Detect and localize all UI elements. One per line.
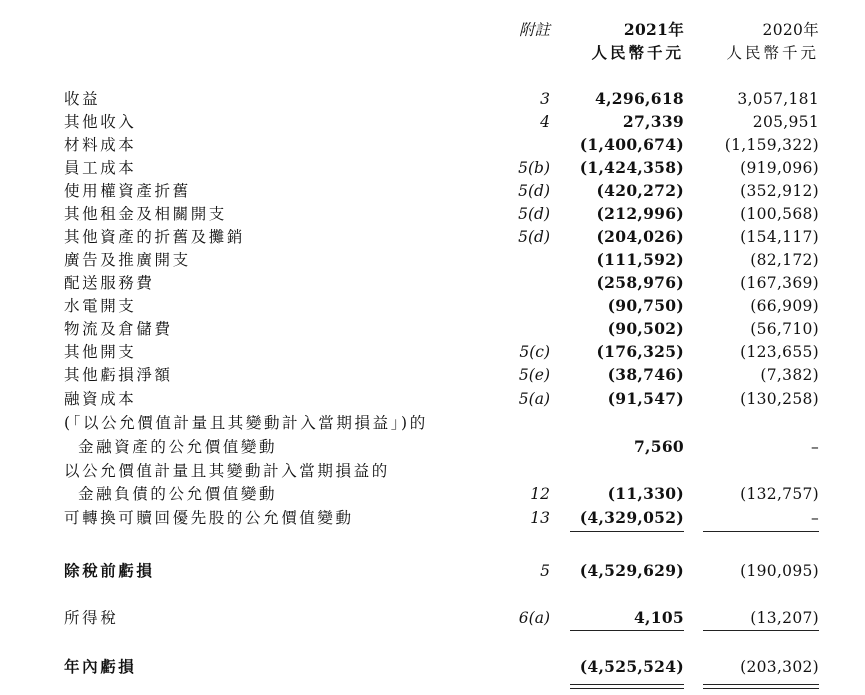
row-note: 5(d) xyxy=(518,182,550,200)
row-label: 其他租金及相關開支 xyxy=(64,205,227,223)
header-year-2020: 2020年 xyxy=(762,21,819,39)
row-label: 水電開支 xyxy=(64,297,137,315)
row-value-2021: (258,976) xyxy=(596,273,684,292)
row-value-2021: (38,746) xyxy=(607,365,684,384)
row-value-2020: (13,207) xyxy=(750,609,819,627)
rule-2021-subtotal xyxy=(570,531,684,532)
row-value-2020: (66,909) xyxy=(750,297,819,315)
row-value-2021: (204,026) xyxy=(596,227,684,246)
row-label: 廣告及推廣開支 xyxy=(64,251,191,269)
row-value-2020: (919,096) xyxy=(740,159,819,177)
header-unit-2020: 人民幣千元 xyxy=(726,44,819,62)
row-value-2020: (132,757) xyxy=(740,485,819,503)
row-label: 除稅前虧損 xyxy=(64,561,155,580)
row-value-2021: 4,296,618 xyxy=(595,89,684,108)
rule-2021-total xyxy=(570,684,684,685)
row-value-2021: (4,529,629) xyxy=(579,561,684,580)
row-note: 5(e) xyxy=(518,366,550,384)
row-label: 其他收入 xyxy=(64,113,137,131)
row-note: 5(d) xyxy=(518,228,550,246)
row-value-2021: (111,592) xyxy=(596,250,684,269)
row-note: 5(c) xyxy=(519,343,550,361)
row-value-2020: (352,912) xyxy=(740,182,819,200)
row-label: 金融負債的公允價值變動 xyxy=(78,485,278,503)
row-value-2021: (90,750) xyxy=(607,296,684,315)
row-label: 可轉換可贖回優先股的公允價值變動 xyxy=(64,509,354,527)
row-label: 所得稅 xyxy=(64,609,119,627)
row-value-2020: (130,258) xyxy=(740,390,819,408)
row-value-2021: (11,330) xyxy=(607,484,684,503)
rule-2020-total-double xyxy=(703,688,819,689)
row-value-2020: (82,172) xyxy=(750,251,819,269)
row-value-2020: (123,655) xyxy=(740,343,819,361)
rule-2021-tax xyxy=(570,630,684,631)
row-value-2020: 3,057,181 xyxy=(737,90,819,108)
row-label: 其他資產的折舊及攤銷 xyxy=(64,228,246,246)
rule-2020-total xyxy=(703,684,819,685)
row-value-2020: 205,951 xyxy=(752,113,819,131)
row-note: 3 xyxy=(540,90,550,108)
row-value-2021: (176,325) xyxy=(596,342,684,361)
rule-2020-subtotal xyxy=(703,531,819,532)
row-note: 5(d) xyxy=(518,205,550,223)
row-label: (「以公允價值計量且其變動計入當期損益」)的 xyxy=(64,414,428,432)
row-value-2020: (154,117) xyxy=(740,228,819,246)
row-label: 使用權資產折舊 xyxy=(64,182,191,200)
row-label: 以公允價值計量且其變動計入當期損益的 xyxy=(64,462,390,480)
row-value-2020: (167,369) xyxy=(740,274,819,292)
header-note: 附註 xyxy=(518,21,550,39)
row-value-2021: (4,329,052) xyxy=(579,508,684,527)
row-value-2021: (90,502) xyxy=(607,319,684,338)
row-value-2020: (190,095) xyxy=(740,562,819,580)
row-value-2021: (1,400,674) xyxy=(579,135,684,154)
row-value-2021: (4,525,524) xyxy=(579,657,684,676)
row-value-2021: 4,105 xyxy=(633,608,684,627)
row-value-2020: – xyxy=(810,438,819,456)
row-value-2020: (1,159,322) xyxy=(724,136,819,154)
row-label: 融資成本 xyxy=(64,390,137,408)
row-value-2021: (1,424,358) xyxy=(579,158,684,177)
row-label: 材料成本 xyxy=(64,136,137,154)
row-value-2021: (212,996) xyxy=(596,204,684,223)
row-label: 員工成本 xyxy=(64,159,137,177)
row-value-2021: 27,339 xyxy=(622,112,684,131)
row-value-2021: 7,560 xyxy=(633,437,684,456)
row-note: 13 xyxy=(530,509,550,527)
row-note: 5(a) xyxy=(518,390,550,408)
row-value-2020: (100,568) xyxy=(740,205,819,223)
row-note: 12 xyxy=(530,485,550,503)
row-label: 收益 xyxy=(64,90,101,108)
header-unit-2021: 人民幣千元 xyxy=(591,43,684,62)
row-label: 配送服務費 xyxy=(64,274,155,292)
row-value-2020: (7,382) xyxy=(760,366,819,384)
row-note: 5 xyxy=(540,562,550,580)
row-value-2020: – xyxy=(810,509,819,527)
row-note: 4 xyxy=(540,113,550,131)
rule-2021-total-double xyxy=(570,688,684,689)
header-year-2021: 2021年 xyxy=(623,20,684,39)
row-value-2020: (203,302) xyxy=(740,658,819,676)
row-label: 其他虧損淨額 xyxy=(64,366,173,384)
row-value-2021: (91,547) xyxy=(607,389,684,408)
row-label: 年內虧損 xyxy=(64,657,137,676)
row-note: 5(b) xyxy=(518,159,550,177)
row-value-2021: (420,272) xyxy=(596,181,684,200)
row-value-2020: (56,710) xyxy=(750,320,819,338)
row-label: 物流及倉儲費 xyxy=(64,320,173,338)
row-label: 金融資產的公允價值變動 xyxy=(78,438,278,456)
row-label: 其他開支 xyxy=(64,343,137,361)
rule-2020-tax xyxy=(703,630,819,631)
row-note: 6(a) xyxy=(518,609,550,627)
